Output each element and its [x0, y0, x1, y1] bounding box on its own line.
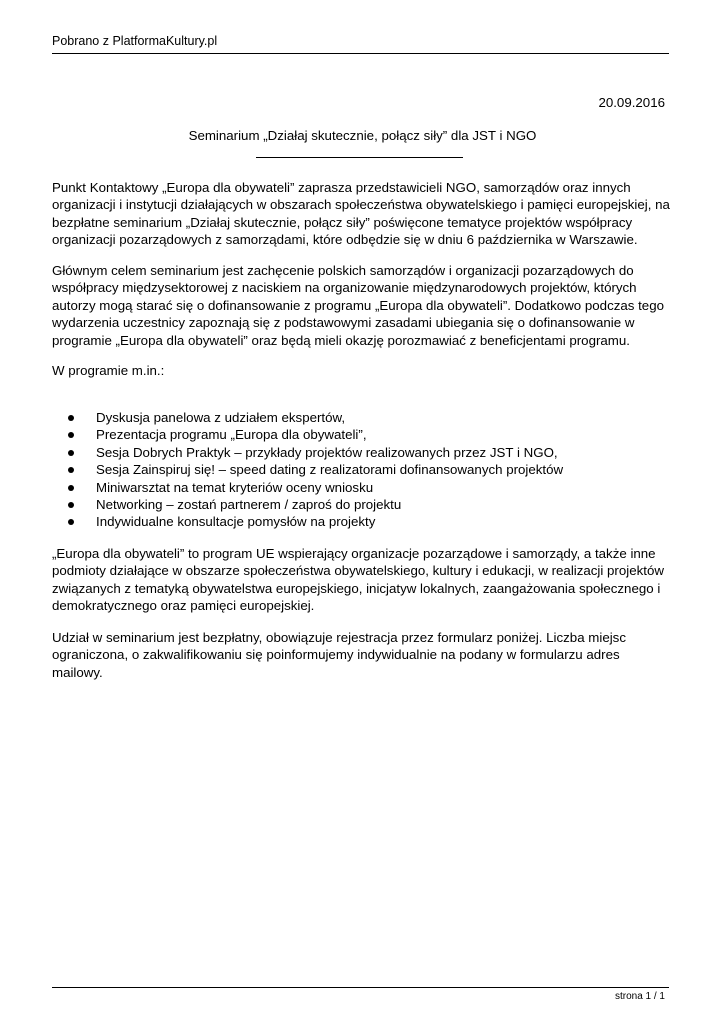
- document-date: 20.09.2016: [598, 95, 665, 110]
- list-item: [52, 513, 672, 530]
- list-item-text: Prezentacja programu „Europa dla obywateli”,: [96, 427, 367, 443]
- bullet-icon: [68, 450, 74, 456]
- page-number: strona 1 / 1: [614, 991, 665, 1002]
- list-item-text: Sesja Zainspiruj się! – speed dating z realizatorami dofinansowanych projektów: [96, 462, 564, 478]
- page-header: Pobrano z PlatformaKultury.pl: [52, 34, 218, 48]
- list-item-text: Dyskusja panelowa z udziałem ekspertów,: [96, 410, 346, 425]
- program-list: [52, 409, 672, 531]
- paragraph-goal: Głównym celem seminarium jest zachęcenie polskich samorządów i organizacji pozarządowych do współpracy międzysektorowej z naciskiem na organizowanie międzynarodowych projektów, których autorzy mogą starać się o dofinansowanie z programu „Europa dla obywateli”. Dodatkowo podczas tego wydarzenia uczestnicy zapoznają się z podstawowymi zasadami ubiegania się o dofinansowanie w programie „Europa dla obywateli” oraz będą mieli okazję porozmawiać z beneficjentami programu.: [52, 263, 664, 348]
- list-item: [52, 479, 672, 496]
- list-item-text: Networking – zostań partnerem / zaproś do projektu: [96, 497, 402, 513]
- paragraph-program-description: „Europa dla obywateli” to program UE wspierający organizacje pozarządowe i samorządy, a także inne podmioty działające w obszarze społeczeństwa obywatelskiego, kultury i edukacji, w realizacji projektów związanych z tematyką obywatelstwa europejskiego, inicjatyw lokalnych, zaangażowania społecznego i demokratycznego oraz pamięci europejskiej.: [52, 546, 664, 614]
- paragraph-registration: Udział w seminarium jest bezpłatny, obowiązuje rejestracja przez formularz poniżej. Liczba miejsc ograniczona, o zakwalifikowaniu się poinformujemy indywidualnie na podany w formularzu adres mailowy.: [52, 630, 626, 680]
- list-item-text: Indywidualne konsultacje pomysłów na projekty: [96, 514, 376, 530]
- list-item: [52, 409, 672, 426]
- bullet-icon: [68, 519, 74, 525]
- footer-divider: [52, 987, 669, 988]
- header-divider: [52, 53, 669, 54]
- bullet-icon: [68, 502, 74, 508]
- list-item-text: Miniwarsztat na temat kryteriów oceny wniosku: [96, 479, 374, 495]
- list-item: [52, 444, 672, 461]
- list-item: [52, 461, 672, 478]
- title-underline: [256, 157, 463, 158]
- bullet-icon: [68, 432, 74, 438]
- bullet-icon: [68, 415, 74, 421]
- list-item: [52, 426, 672, 443]
- bullet-icon: [68, 467, 74, 473]
- bullet-icon: [68, 485, 74, 491]
- paragraph-intro: Punkt Kontaktowy „Europa dla obywateli” zaprasza przedstawicieli NGO, samorządów oraz innych organizacji i instytucji działających w obszarach społeczeństwa obywatelskiego i pamięci europejskiej, na bezpłatne seminarium „Działaj skutecznie, połącz siły” poświęcone tematyce projektów współpracy organizacji pozarządowych z samorządami, które odbędzie się w dniu 6 października w Warszawie.: [52, 180, 670, 248]
- list-item-text: Sesja Dobrych Praktyk – przykłady projektów realizowanych przez JST i NGO,: [96, 444, 558, 460]
- list-item: [52, 496, 672, 513]
- document-title: Seminarium „Działaj skutecznie, połącz siły” dla JST i NGO: [188, 128, 537, 143]
- paragraph-program-heading: W programie m.in.:: [52, 363, 165, 378]
